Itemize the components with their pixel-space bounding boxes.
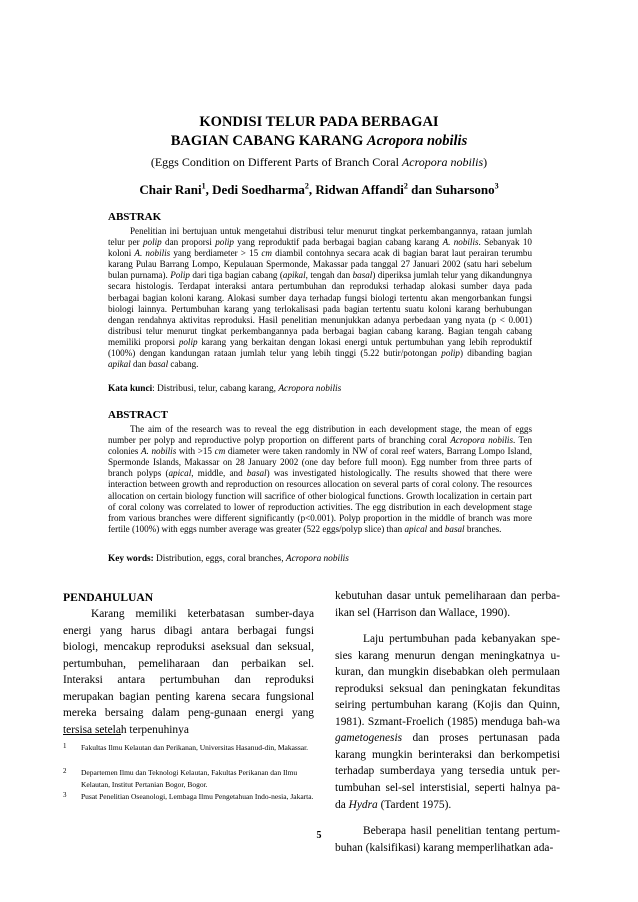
right-paragraph-2: Laju pertumbuhan pada kebanyakan spe-sies karang menurun dengan meningkatnya u-kuran, dan mungkin disebabkan oleh permulaan reproduksi seksual dan peningkatan fekunditas seiring pertumbuhan karang (Kojis dan Quinn, 1981). Szmant-Froelich (1985) menduga bah-wa gametogenesis dan proses pertunasan pada karang mungkin berinteraksi dan berkompetisi terhadap sumberdaya yang tersedia untuk per-tumbuhan sel-sel interstisial, seperti halnya pa-da Hydra (Tardent 1975). (335, 633, 560, 811)
author-4: dan Suharsono (407, 182, 495, 197)
author-4-affil: 3 (494, 181, 499, 191)
english-subtitle (0, 155, 638, 170)
author-2: , Dedi Soedharma (205, 182, 305, 197)
key-words (108, 553, 538, 565)
abstract-heading: ABSTRACT (108, 409, 168, 421)
author-2-affil: 2 (304, 181, 309, 191)
subtitle-species: Acropora nobilis (401, 155, 484, 169)
abstract-body (108, 424, 532, 535)
footnote-1 (63, 742, 318, 754)
right-paragraph-3: Beberapa hasil penelitian tentang pertum-buhan (kalsifikasi) karang memperlihatkan ada- (335, 825, 560, 854)
kata-kunci (108, 383, 538, 395)
abstrak-heading: ABSTRAK (108, 211, 162, 223)
right-paragraph-1: kebutuhan dasar untuk pemeliharaan dan perba-ikan sel (Harrison dan Wallace, 1990). (335, 590, 560, 619)
title-species: Acropora nobilis (366, 133, 468, 149)
section-heading-pendahuluan: PENDAHULUAN (63, 591, 154, 604)
right-column (335, 588, 560, 856)
author-3-affil: 2 (403, 181, 408, 191)
kata-kunci-species: Acropora nobilis (278, 384, 342, 394)
author-3: , Ridwan Affandi (308, 182, 404, 197)
footnote-1-text: Fakultas Ilmu Kelautan dan Perikanan, Universitas Hasanud-din, Makassar. (81, 743, 309, 752)
abstrak-body (108, 226, 532, 370)
footnote-3-text: Pusat Penelitian Oseanologi, Lembaga Ilmu Pengetahuan Indo-nesia, Jakarta. (81, 792, 314, 801)
footnote-3 (63, 791, 318, 803)
title-line-2 (0, 132, 638, 150)
author-1-affil: 1 (201, 181, 206, 191)
subtitle-text: (Eggs Condition on Different Parts of Branch Coral (150, 155, 402, 169)
key-words-text: Distribution, eggs, coral branches, (153, 554, 286, 564)
footnote-2-number: 2 (63, 767, 67, 775)
footnote-3-number: 3 (63, 791, 67, 799)
kata-kunci-label: Kata kunci (108, 384, 153, 394)
footnote-2 (63, 767, 318, 792)
abstract-paragraph: The aim of the research was to reveal the egg distribution in each development stage, the mean of eggs number per polyp and reproductive polyp proportion on different parts of branching coral Acropora nobilis. Ten colonies A. nobilis with >15 cm diameter were taken randomly in NW of coral reef waters, Barrang Lompo Island, Spermonde Islands, Makassar on 28 January 2002 (one day before full moon). Egg number from three parts of branch polyps (apical, middle, and basal) was investigated histologically. The results showed that there were interaction between growth and reproduction on resources allocation on several parts of coral colony. The resources allocation on certain biology function will sacrifice of other biological functions. Growth localization in certain part of coral colony was correlated to lower of reproduction activities. The egg distribution in each development stage from various branches were different significantly (p<0.001). Polyp proportion in the middle of branch was more fertile (100%) with eggs number average was greater (522 eggs/polyp slice) than apical and basal branches. (108, 424, 532, 534)
subtitle-close: ) (483, 155, 488, 169)
title-line-1: KONDISI TELUR PADA BERBAGAI (199, 114, 439, 130)
author-list (0, 182, 638, 198)
key-words-label: Key words: (108, 554, 154, 564)
title-line-2-text: BAGIAN CABANG KARANG (170, 133, 367, 149)
kata-kunci-text: : Distribusi, telur, cabang karang, (152, 384, 279, 394)
key-words-species: Acropora nobilis (285, 554, 349, 564)
left-column (63, 590, 314, 738)
abstrak-paragraph: Penelitian ini bertujuan untuk mengetahui distribusi telur menurut tingkat perkembangannya, rataan jumlah telur per polip dan proporsi polip yang reproduktif pada berbagai bagian cabang karang A. nobilis. Sebanyak 10 koloni A. nobilis yang berdiameter > 15 cm diambil contohnya secara acak di bagian barat laut perairan terumbu karang Pulau Barrang Lompo, Kepulauan Spermonde, Makassar pada tanggal 27 Januari 2002 (satu hari sebelum bulan purnama). Polip dari tiga bagian cabang (apikal, tengah dan basal) diperiksa jumlah telur yang dikandungnya secara histologis. Terdapat interaksi antara pertumbuhan dan reproduksi terhadap alokasi sumber daya pada berbagai bagian koloni karang. Alokasi sumber daya terhadap fungsi biologi tertentu akan mengorbankan fungsi biologi lainnya. Pertumbuhan karang yang terlokalisasi pada bagian tertentu suatu koloni karang berhubungan dengan rendahnya aktivitas reproduksi. Hasil penelitian menunjukkan adanya perbedaan yang nyata (p < 0.001) distribusi telur menurut tingkat perkembangannya pada berbagai bagian cabang karang. Bagian tengah cabang memiliki proporsi polip karang yang berkaitan dengan lokasi energi untuk pertumbuhan yang lebih reproduktif (100%) dengan kandungan rataan jumlah telur yang lebih tinggi (5.22 butir/potongan polip) dibanding bagian apikal dan basal cabang. (108, 226, 533, 370)
footnote-1-number: 1 (63, 742, 67, 750)
intro-paragraph-1: Karang memiliki keterbatasan sumber-daya energi yang harus dibagi antara berbagai fungsi biologi, mencakup reproduksi aseksual dan seksual, pertumbuhan, pemeliharaan dan perbaikan sel. Interaksi antara pertumbuhan dan reproduksi merupakan bagian penting karena secara fungsional mereka bersaing dalam peng-gunaan energi yang tersisa setelah terpenuhinya (63, 608, 314, 736)
footnote-2-text: Departemen Ilmu dan Teknologi Kelautan, Fakultas Perikanan dan Ilmu Kelautan, Institut Pertanian Bogor, Bogor. (81, 768, 298, 790)
author-1: Chair Rani (139, 182, 202, 197)
footnote-rule (63, 734, 121, 735)
page-number: 5 (316, 830, 322, 841)
